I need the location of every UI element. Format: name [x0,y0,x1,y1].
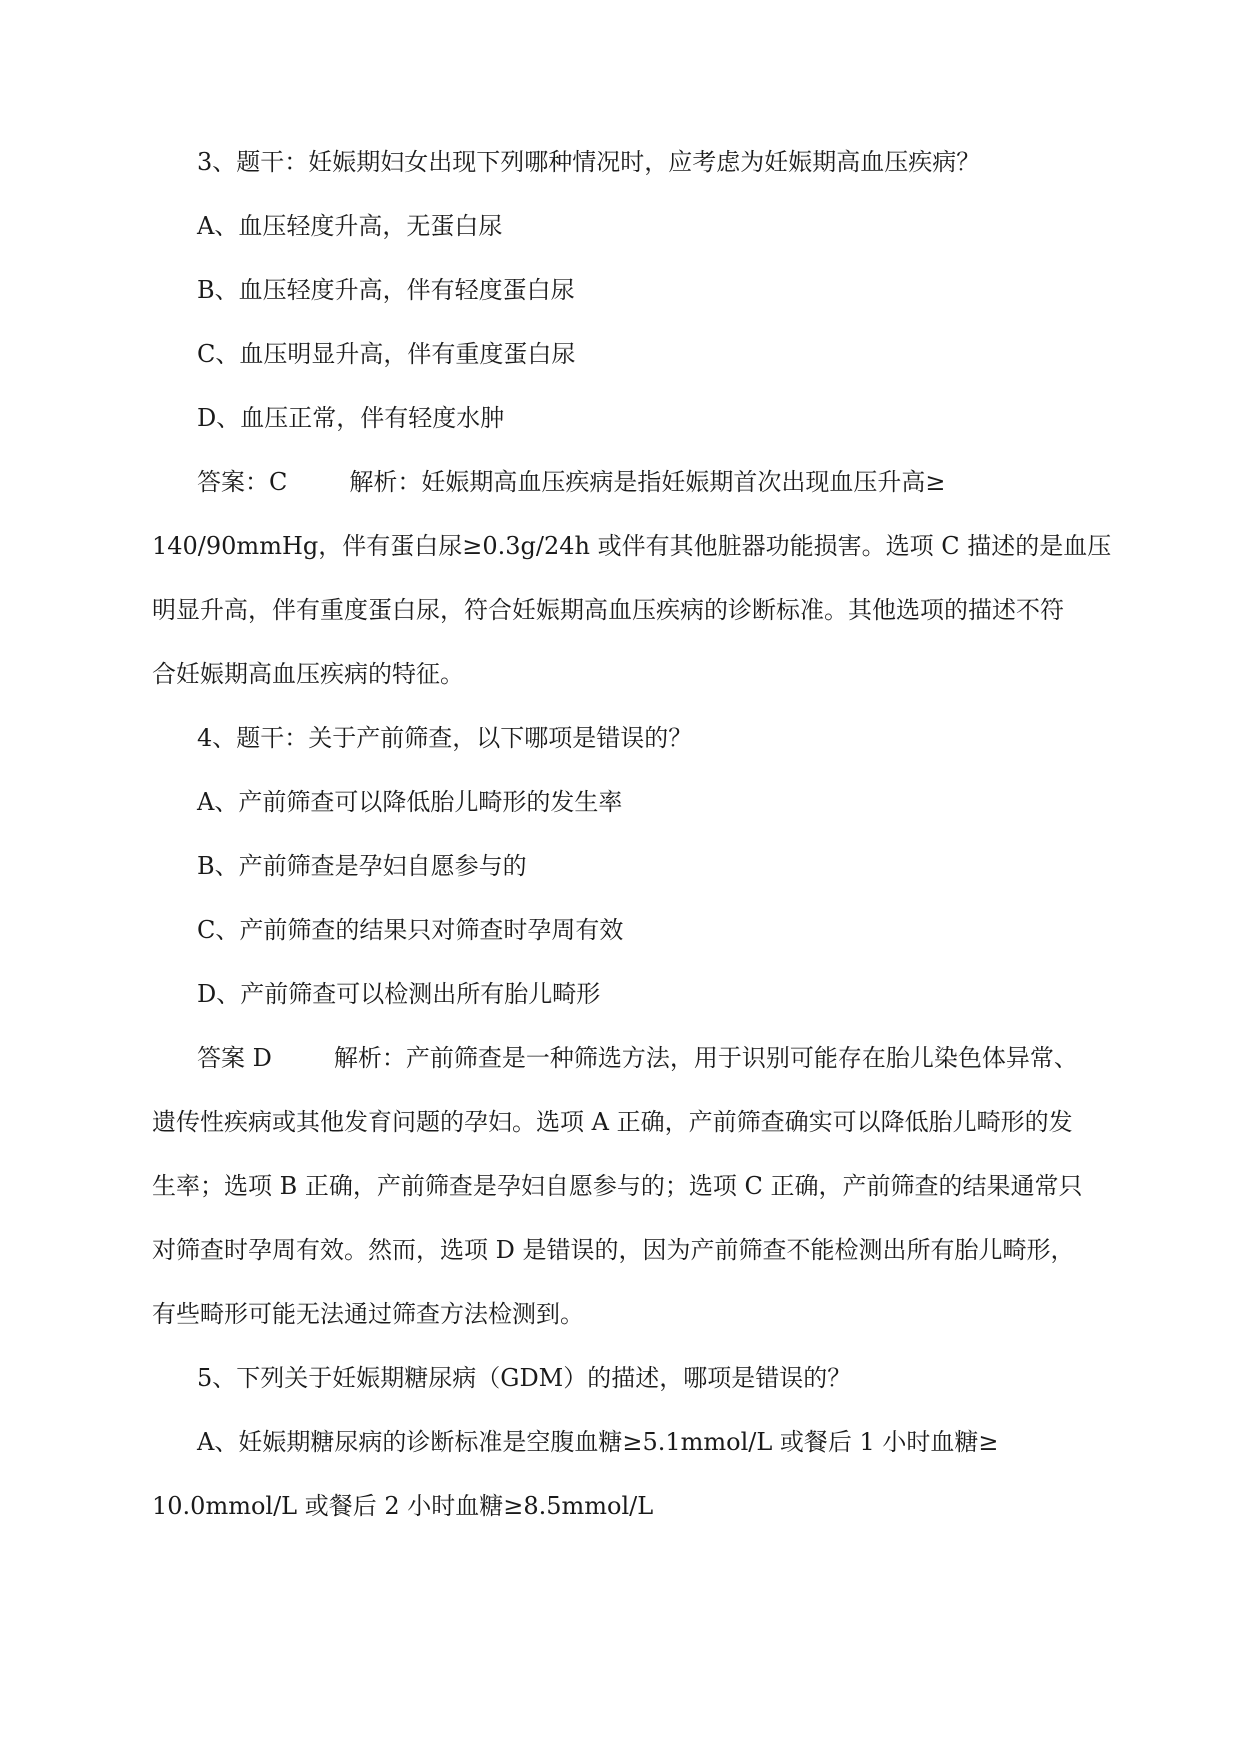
question-3-option-d: D、血压正常，伴有轻度水肿 [197,404,505,432]
question-5-stem: 5、下列关于妊娠期糖尿病（GDM）的描述，哪项是错误的？ [197,1364,852,1392]
question-4-answer: 答案 D [197,1044,272,1072]
question-3-option-a: A、血压轻度升高，无蛋白尿 [197,212,503,240]
question-3-stem: 3、题干：妊娠期妇女出现下列哪种情况时，应考虑为妊娠期高血压疾病？ [197,148,981,176]
question-3-answer: 答案：C [197,468,288,496]
question-3-analysis-line-1: 解析：妊娠期高血压疾病是指妊娠期首次出现血压升高≥ [349,468,946,496]
question-3-analysis-line-4: 合妊娠期高血压疾病的特征。 [152,660,464,688]
question-4-option-b: B、产前筛查是孕妇自愿参与的 [197,852,527,880]
question-4-option-a: A、产前筛查可以降低胎儿畸形的发生率 [197,788,623,816]
question-4-option-d: D、产前筛查可以检测出所有胎儿畸形 [197,980,601,1008]
question-4-option-c: C、产前筛查的结果只对筛查时孕周有效 [197,916,624,944]
question-4-analysis-line-4: 对筛查时孕周有效。然而，选项 D 是错误的，因为产前筛查不能检测出所有胎儿畸形， [152,1236,1075,1264]
question-3-analysis-line-3: 明显升高，伴有重度蛋白尿，符合妊娠期高血压疾病的诊断标准。其他选项的描述不符 [152,596,1064,624]
question-4-answer-line [197,1043,1078,1073]
question-4-analysis-line-5: 有些畸形可能无法通过筛查方法检测到。 [152,1300,584,1328]
question-3-analysis-line-2: 140/90mmHg，伴有蛋白尿≥0.3g/24h 或伴有其他脏器功能损害。选项 C 描述的是血压 [152,532,1112,560]
question-5-option-a-continuation: 10.0mmol/L 或餐后 2 小时血糖≥8.5mmol/L [152,1492,654,1520]
question-3-option-c: C、血压明显升高，伴有重度蛋白尿 [197,340,576,368]
question-4-analysis-line-2: 遗传性疾病或其他发育问题的孕妇。选项 A 正确，产前筛查确实可以降低胎儿畸形的发 [152,1108,1073,1136]
question-4-analysis-line-3: 生率；选项 B 正确，产前筛查是孕妇自愿参与的；选项 C 正确，产前筛查的结果通常只 [152,1172,1083,1200]
question-3-option-b: B、血压轻度升高，伴有轻度蛋白尿 [197,276,575,304]
question-3-answer-line [197,467,945,497]
question-5-option-a: A、妊娠期糖尿病的诊断标准是空腹血糖≥5.1mmol/L 或餐后 1 小时血糖≥ [197,1428,999,1456]
question-4-analysis-line-1: 解析：产前筛查是一种筛选方法，用于识别可能存在胎儿染色体异常、 [333,1044,1078,1072]
question-4-stem: 4、题干：关于产前筛查，以下哪项是错误的？ [197,724,693,752]
